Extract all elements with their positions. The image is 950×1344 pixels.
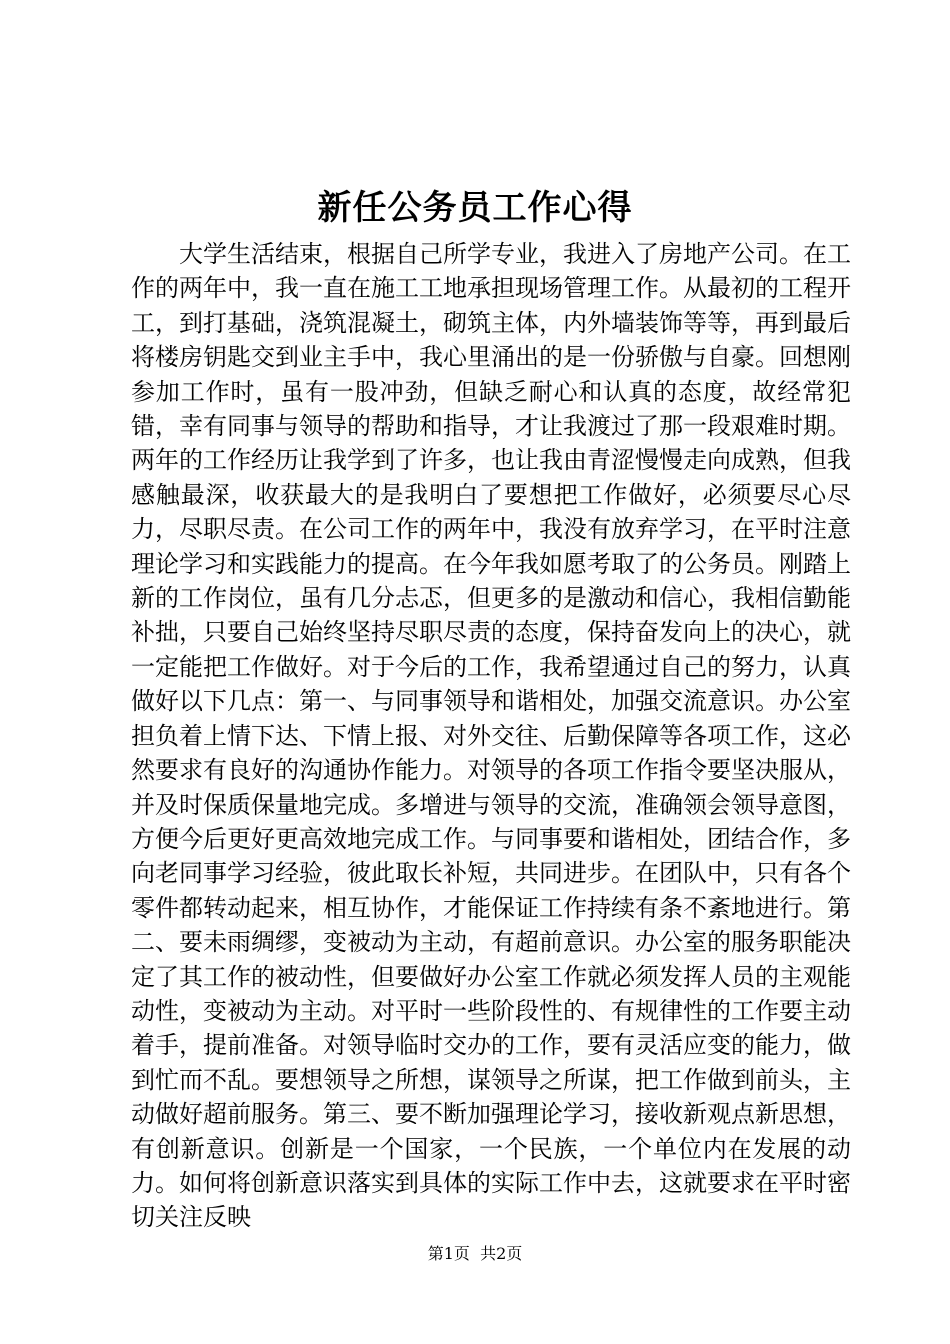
page-footer — [0, 1243, 950, 1265]
document-title: 新任公务员工作心得 — [317, 188, 633, 228]
page-total: 共2页 — [480, 1244, 523, 1263]
body-paragraph: 大学生活结束，根据自己所学专业，我进入了房地产公司。在工作的两年中，我一直在施工工地承担现场管理工作。从最初的工程开工，到打基础，浇筑混凝土，砌筑主体，内外墙装饰等等，再到最后将楼房钥匙交到业主手中，我心里涌出的是一份骄傲与自豪。回想刚参加工作时，虽有一股冲劲，但缺乏耐心和认真的态度，故经常犯错，幸有同事与领导的帮助和指导，才让我渡过了那一段艰难时期。两年的工作经历让我学到了许多，也让我由青涩慢慢走向成熟，但我感触最深，收获最大的是我明白了要想把工作做好，必须要尽心尽力，尽职尽责。在公司工作的两年中，我没有放弃学习，在平时注意理论学习和实践能力的提高。在今年我如愿考取了的公务员。刚踏上新的工作岗位，虽有几分忐忑，但更多的是激动和信心，我相信勤能补拙，只要自己始终坚持尽职尽责的态度，保持奋发向上的决心，就一定能把工作做好。对于今后的工作，我希望通过自己的努力，认真做好以下几点：第一、与同事领导和谐相处，加强交流意识。办公室担负着上情下达、下情上报、对外交往、后勤保障等各项工作，这必然要求有良好的沟通协作能力。对领导的各项工作指令要坚决服从，并及时保质保量地完成。多增进与领导的交流，准确领会领导意图，方便今后更好更高效地完成工作。与同事要和谐相处，团结合作，多向老同事学习经验，彼此取长补短，共同进步。在团队中，只有各个零件都转动起来，相互协作，才能保证工作持续有条不紊地进行。第二、要未雨绸缪，变被动为主动，有超前意识。办公室的服务职能决定了其工作的被动性，但要做好办公室工作就必须发挥人员的主观能动性，变被动为主动。对平时一些阶段性的、有规律性的工作要主动着手，提前准备。对领导临时交办的工作，要有灵活应变的能力，做到忙而不乱。要想领导之所想，谋领导之所谋，把工作做到前头，主动做好超前服务。第三、要不断加强理论学习，接收新观点新思想，有创新意识。创新是一个国家，一个民族，一个单位内在发展的动力。如何将创新意识落实到具体的实际工作中去，这就要求在平时密切关注反映 — [131, 240, 851, 1232]
page-number: 第1页 — [427, 1244, 470, 1263]
